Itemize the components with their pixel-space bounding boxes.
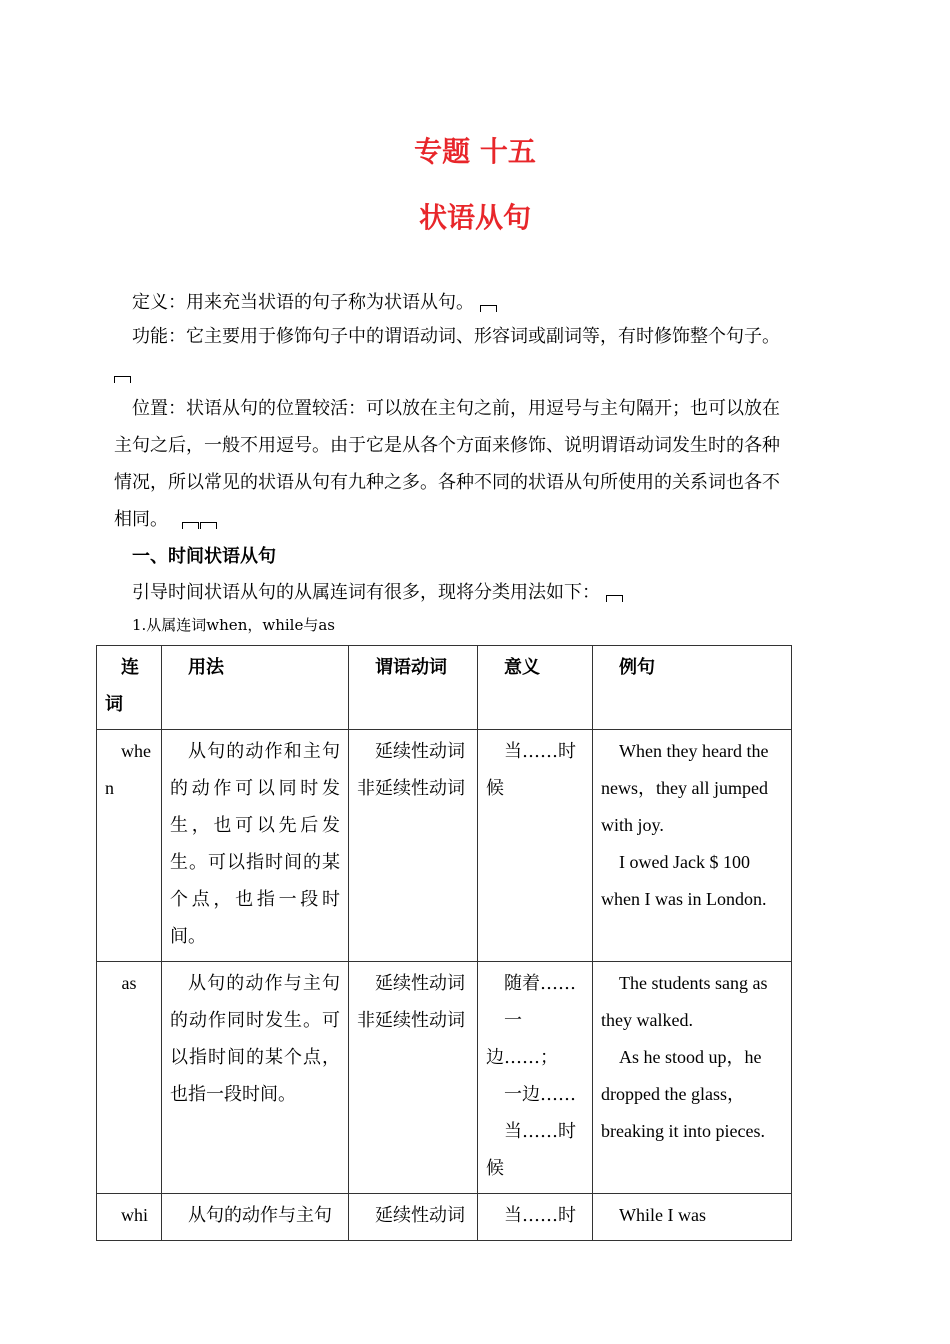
table-row	[97, 1194, 792, 1241]
definition-paragraph	[114, 284, 838, 321]
table-row	[97, 962, 792, 1194]
position-paragraph	[114, 390, 844, 538]
position-line: 位置：状语从句的位置较活：可以放在主句之前，用逗号与主句隔开；也可以放在	[132, 398, 780, 419]
header-example: 例句	[593, 646, 792, 730]
page-title: 专题 十五	[414, 135, 536, 168]
return-mark-icon	[114, 376, 131, 383]
definition-text: 定义：用来充当状语的句子称为状语从句。	[132, 292, 474, 313]
header-conjunction: 连 词	[97, 646, 162, 730]
return-mark-icon	[182, 522, 199, 529]
meaning-cell: 随着…… 一边……； 一边…… 当……时候	[478, 962, 593, 1194]
meaning-cell: 当……时候	[478, 730, 593, 962]
section-intro	[114, 574, 838, 611]
example-cell: The students sang as they walked. As he stood up，he dropped the glass，breaking it into pieces.	[593, 962, 792, 1194]
section-heading: 一、时间状语从句	[132, 546, 276, 567]
conjunction-table	[96, 645, 792, 1241]
return-mark-icon	[480, 305, 497, 312]
meaning-cell: 当……时	[478, 1194, 593, 1241]
example-cell: While I was	[593, 1194, 792, 1241]
return-mark-icon	[606, 595, 623, 602]
function-paragraph	[114, 318, 844, 392]
verb-cell: 延续性动词	[349, 1194, 478, 1241]
section-intro-text: 引导时间状语从句的从属连词有很多，现将分类用法如下：	[132, 582, 600, 603]
table-row	[97, 730, 792, 962]
table-caption: 1.从属连词when，while与as	[132, 616, 335, 634]
table-header-row	[97, 646, 792, 730]
position-line: 情况，所以常见的状语从句有九种之多。各种不同的状语从句所使用的关系词也各不	[114, 472, 780, 493]
position-line: 主句之后，一般不用逗号。由于它是从各个方面来修饰、说明谓语动词发生时的各种	[114, 435, 780, 456]
conjunction-cell: as	[97, 962, 162, 1194]
usage-cell: 从句的动作与主句的动作同时发生。可以指时间的某个点，也指一段时间。	[162, 962, 349, 1194]
header-usage: 用法	[162, 646, 349, 730]
function-text: 功能：它主要用于修饰句子中的谓语动词、形容词或副词等，有时修饰整个句子。	[132, 326, 780, 347]
conjunction-cell: whe n	[97, 730, 162, 962]
verb-cell: 延续性动词非延续性动词	[349, 962, 478, 1194]
verb-cell: 延续性动词非延续性动词	[349, 730, 478, 962]
header-verb: 谓语动词	[349, 646, 478, 730]
page-subtitle: 状语从句	[418, 201, 531, 234]
position-line: 相同。	[114, 509, 168, 530]
conjunction-cell: whi	[97, 1194, 162, 1241]
header-meaning: 意义	[478, 646, 593, 730]
return-mark-icon	[200, 522, 217, 529]
usage-cell: 从句的动作与主句	[162, 1194, 349, 1241]
example-cell: When they heard the news，they all jumped with joy. I owed Jack $ 100 when I was in London.	[593, 730, 792, 962]
usage-cell: 从句的动作和主句的动作可以同时发生，也可以先后发生。可以指时间的某个点，也指一段时间。	[162, 730, 349, 962]
